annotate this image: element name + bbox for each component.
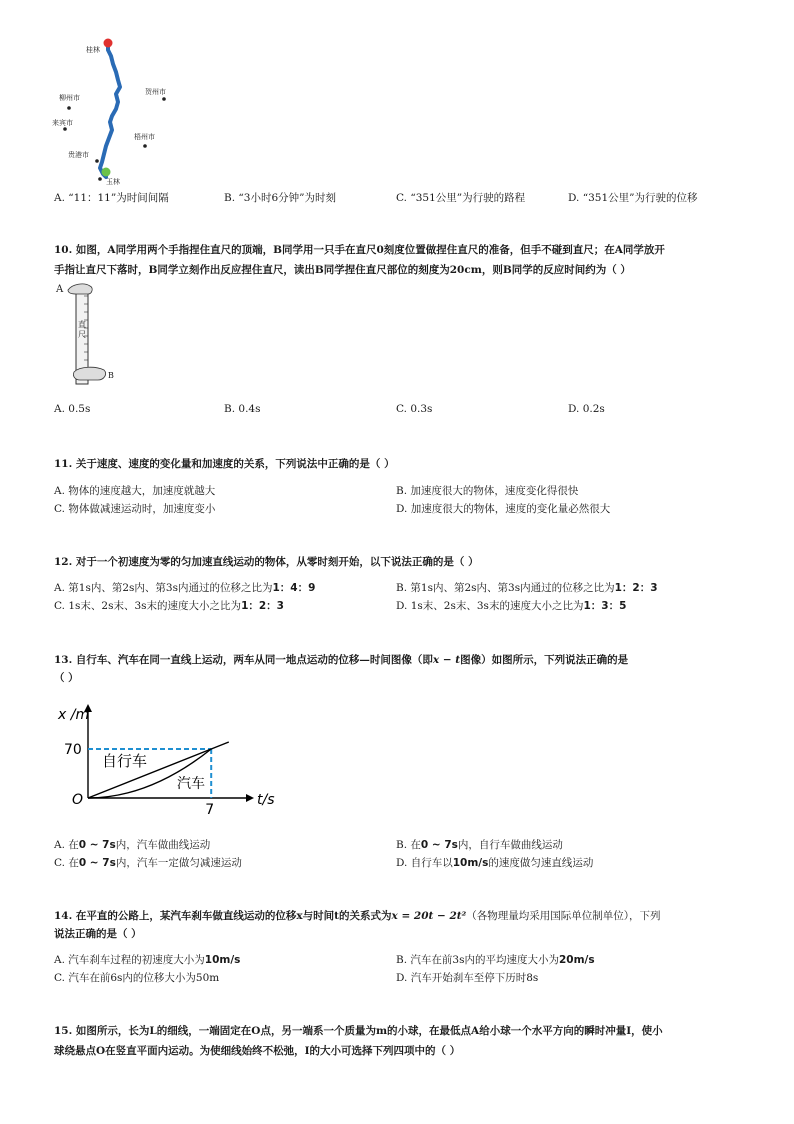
option-text: 加速度很大的物体，速度的变化量必然很大 — [410, 503, 611, 515]
stem-math: x = 20t − 2t² — [391, 910, 467, 922]
city-dot — [67, 106, 71, 110]
ruler-label-text: 直尺 — [78, 320, 86, 339]
x-axis-label: t/s — [257, 792, 275, 808]
q9-option-b[interactable] — [224, 190, 336, 205]
option-label: B. — [396, 839, 408, 851]
q13-option-c[interactable] — [54, 855, 242, 870]
y-axis-label: x /m — [58, 707, 90, 723]
option-text: 内，汽车做曲线运动 — [115, 839, 211, 851]
option-text: 第1s内、第2s内、第3s内通过的位移之比为 — [68, 582, 273, 594]
option-label: A. — [54, 582, 65, 594]
city-dot — [143, 144, 147, 148]
option-label: B. — [396, 582, 408, 594]
option-text: 内，汽车一定做匀减速运动 — [115, 857, 242, 869]
map-label-end: 玉林 — [106, 178, 120, 186]
option-math: 1：2：3 — [614, 582, 658, 594]
option-label: D. — [396, 972, 408, 984]
option-label: A. — [54, 192, 65, 204]
option-math: 20m/s — [558, 954, 595, 966]
q13-option-b[interactable] — [396, 837, 563, 852]
option-label: C. — [54, 600, 65, 612]
option-text: 的速度做匀速直线运动 — [488, 857, 594, 869]
option-text: 自行车以 — [410, 857, 453, 869]
end-marker — [102, 168, 111, 177]
option-label: D. — [568, 192, 580, 204]
q11-stem: 11. 关于速度、速度的变化量和加速度的关系，下列说法中正确的是（ ） — [54, 458, 395, 470]
option-label: D. — [396, 503, 408, 515]
option-math: 1：3：5 — [583, 600, 627, 612]
y-tick-label: 70 — [64, 742, 82, 758]
q13-stem-line2: （ ） — [54, 672, 79, 684]
option-text: 内，自行车做曲线运动 — [457, 839, 563, 851]
option-text: 第1s内、第2s内、第3s内通过的位移之比为 — [410, 582, 615, 594]
hand-a-icon — [68, 284, 92, 294]
option-text: 汽车在前3s内的平均速度大小为 — [410, 954, 559, 966]
x-tick-label: 7 — [205, 802, 215, 818]
q14-option-a[interactable] — [54, 952, 240, 967]
map-label-city: 梧州市 — [134, 133, 155, 141]
q12-option-b[interactable] — [396, 580, 658, 595]
map-label-city: 贵港市 — [68, 151, 89, 159]
q10-option-d[interactable] — [568, 403, 605, 415]
xt-chart — [50, 700, 280, 818]
option-text: “351公里”为行驶的路程 — [410, 192, 526, 204]
q13-stem-line1 — [54, 651, 628, 670]
map-label-city: 来宾市 — [52, 119, 73, 127]
option-math: 0 ~ 7s — [78, 839, 116, 851]
q9-option-d[interactable] — [568, 190, 698, 205]
q10-option-c[interactable] — [396, 403, 432, 415]
option-text: 在 — [410, 839, 421, 851]
q12-stem: 12. 对于一个初速度为零的匀加速直线运动的物体，从零时刻开始，以下说法正确的是（ ） — [54, 556, 479, 568]
option-label: C. — [396, 403, 407, 415]
stem-text: 13. 自行车、汽车在同一直线上运动，两车从同一地点运动的位移—时间图像（即 — [54, 654, 433, 666]
q12-option-d[interactable] — [396, 598, 626, 613]
q9-option-a[interactable] — [54, 190, 169, 205]
q14-option-c[interactable] — [54, 970, 219, 985]
option-math: 0 ~ 7s — [78, 857, 116, 869]
option-text: “3小时6分钟”为时刻 — [238, 192, 337, 204]
option-text: 物体的速度越大，加速度就越大 — [68, 485, 216, 497]
option-label: D. — [396, 857, 408, 869]
option-label: B. — [224, 403, 236, 415]
origin-label: O — [72, 792, 84, 808]
city-dot — [98, 177, 102, 181]
q10-stem-line1: 10. 如图，A同学用两个手指捏住直尺的顶端，B同学用一只手在直尺0刻度位置做捏住直尺的准备，但手不碰到直尺；在A同学放开 — [54, 244, 665, 256]
option-label: D. — [396, 600, 408, 612]
option-label: A. — [54, 954, 65, 966]
q14-stem-line2: 说法正确的是（ ） — [54, 928, 142, 940]
option-text: 0.3s — [410, 403, 433, 415]
series-label-car: 汽车 — [177, 776, 205, 792]
option-label: A. — [54, 403, 65, 415]
map-label-city: 柳州市 — [59, 94, 80, 102]
option-text: 汽车在前6s内的位移大小为50m — [68, 972, 220, 984]
option-math: 0 ~ 7s — [420, 839, 458, 851]
option-label: B. — [396, 485, 408, 497]
option-label: B. — [396, 954, 408, 966]
q11-option-d[interactable] — [396, 501, 610, 516]
stem-text: （各物理量均采用国际单位制单位），下列 — [466, 910, 661, 922]
city-dot — [95, 159, 99, 163]
option-label: D. — [568, 403, 580, 415]
city-dot — [162, 97, 166, 101]
option-text: 汽车开始刹车至停下历时8s — [410, 972, 539, 984]
option-text: 汽车刹车过程的初速度大小为 — [68, 954, 205, 966]
q9-option-c[interactable] — [396, 190, 525, 205]
option-math: 10m/s — [204, 954, 241, 966]
q11-option-a[interactable] — [54, 483, 215, 498]
q10-stem-line2: 手指让直尺下落时，B同学立刻作出反应捏住直尺，读出B同学捏住直尺部位的刻度为20cm，则B同学的反应时间约为（ ） — [54, 264, 631, 276]
map-label-city: 贺州市 — [145, 88, 166, 96]
q12-option-c[interactable] — [54, 598, 284, 613]
route-map — [40, 34, 190, 188]
q15-stem-line2: 球绕悬点O在竖直平面内运动。为使细线始终不松弛，I的大小可选择下列四项中的（ ） — [54, 1045, 461, 1057]
q12-option-a[interactable] — [54, 580, 315, 595]
route-line — [100, 43, 120, 177]
start-marker — [104, 39, 113, 48]
option-math: 1：2：3 — [241, 600, 284, 612]
option-math: 1：4：9 — [272, 582, 316, 594]
option-label: A. — [54, 485, 65, 497]
q10-option-a[interactable] — [54, 403, 90, 415]
option-label: C. — [54, 857, 65, 869]
q15-stem-line1: 15. 如图所示，长为L的细线，一端固定在O点，另一端系一个质量为m的小球，在最低点A给小球一个水平方向的瞬时冲量I，使小 — [54, 1025, 663, 1037]
option-label: C. — [54, 503, 65, 515]
option-label: C. — [396, 192, 407, 204]
option-text: 0.2s — [582, 403, 605, 415]
q13-option-a[interactable] — [54, 837, 210, 852]
option-text: “351公里”为行驶的位移 — [582, 192, 698, 204]
stem-text: 图像）如图所示，下列说法正确的是 — [460, 654, 629, 666]
q11-option-b[interactable] — [396, 483, 578, 498]
option-text: 0.4s — [238, 403, 261, 415]
stem-math: x − t — [432, 654, 461, 666]
q13-option-d[interactable] — [396, 855, 593, 870]
option-text: 0.5s — [68, 403, 91, 415]
option-label: B. — [224, 192, 236, 204]
option-text: 加速度很大的物体，速度变化得很快 — [410, 485, 579, 497]
stem-text: 14. 在平直的公路上，某汽车刹车做直线运动的位移x与时间t的关系式为 — [54, 910, 392, 922]
ruler-label-a: A — [56, 284, 64, 295]
q14-option-b[interactable] — [396, 952, 595, 967]
series-line-bicycle — [88, 742, 229, 798]
series-label-bicycle: 自行车 — [102, 752, 148, 770]
option-math: 10m/s — [452, 857, 489, 869]
option-text: 在 — [68, 839, 79, 851]
hand-b-icon — [73, 367, 105, 380]
x-axis-arrow — [246, 794, 254, 802]
option-text: “11：11”为时间间隔 — [68, 192, 169, 204]
q14-stem-line1 — [54, 907, 661, 926]
q14-option-d[interactable] — [396, 970, 538, 985]
option-label: C. — [54, 972, 65, 984]
q10-option-b[interactable] — [224, 403, 261, 415]
option-text: 1s末、2s末、3s末的速度大小之比为 — [410, 600, 584, 612]
ruler-label-b: B — [108, 371, 114, 380]
q11-option-c[interactable] — [54, 501, 215, 516]
map-label-start: 桂林 — [86, 46, 100, 54]
option-text: 物体做减速运动时，加速度变小 — [68, 503, 216, 515]
option-text: 在 — [68, 857, 79, 869]
option-label: A. — [54, 839, 65, 851]
option-text: 1s末、2s末、3s末的速度大小之比为 — [68, 600, 242, 612]
